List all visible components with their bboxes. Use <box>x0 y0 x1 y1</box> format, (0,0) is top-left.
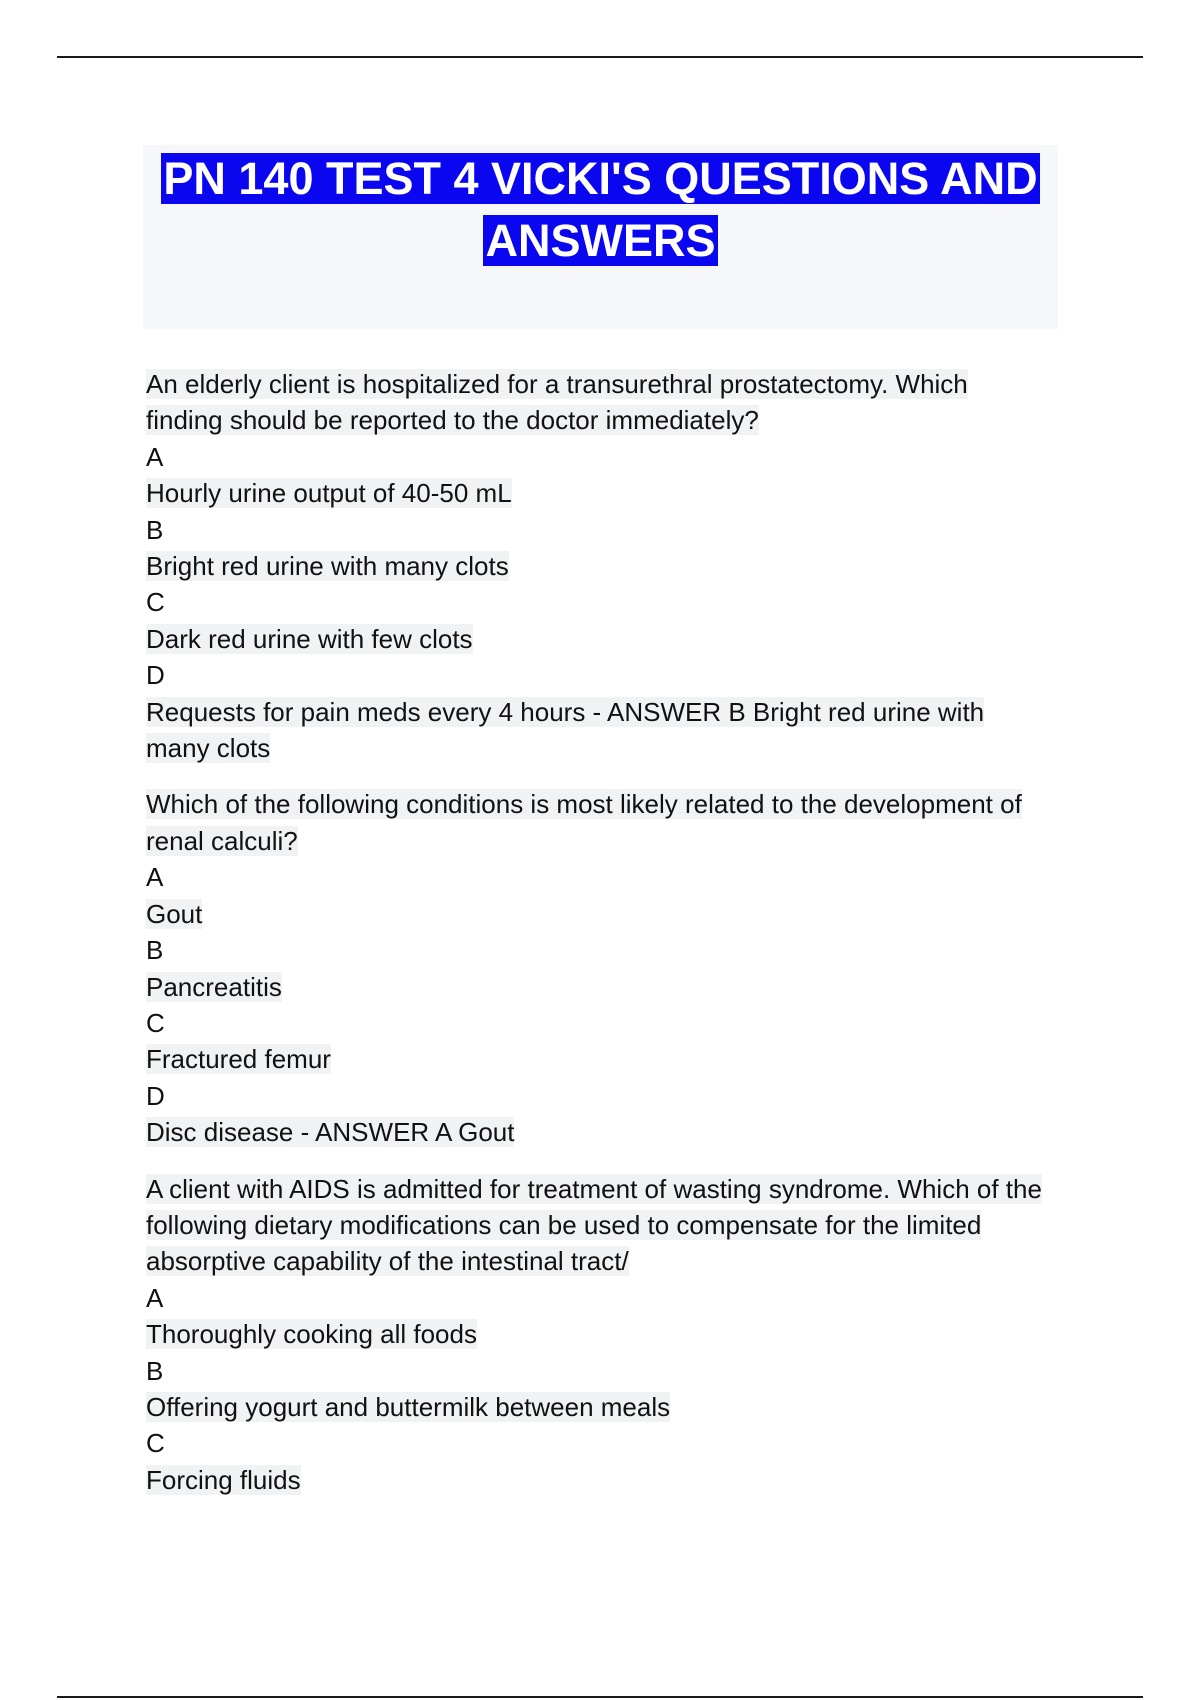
document-title: PN 140 TEST 4 VICKI'S QUESTIONS AND ANSWERS <box>163 153 1038 266</box>
title-banner <box>143 145 1058 329</box>
option-letter: B <box>146 1355 164 1386</box>
option-text: Offering yogurt and buttermilk between meals <box>146 1391 671 1422</box>
option-text-with-answer: Requests for pain meds every 4 hours - ANSWER B Bright red urine with many clots <box>146 696 985 764</box>
option-text: Forcing fluids <box>146 1464 301 1495</box>
option-letter: C <box>146 1007 165 1038</box>
option-letter: A <box>146 441 164 472</box>
option-text: Gout <box>146 898 203 929</box>
question-text: Which of the following conditions is most likely related to the development of renal calculi? <box>146 789 1022 856</box>
option-text: Pancreatitis <box>146 971 282 1002</box>
question-block-3 <box>146 1171 1046 1499</box>
question-block-2 <box>146 786 1046 1150</box>
option-letter: C <box>146 1428 165 1459</box>
question-text: A client with AIDS is admitted for treatment of wasting syndrome. Which of the following dietary modifications can be used to compensate for the limited absorptive capability of the intestinal tract/ <box>146 1173 1042 1277</box>
question-list <box>146 366 1046 1518</box>
option-letter: D <box>146 1080 165 1111</box>
bottom-rule <box>57 1696 1143 1698</box>
option-text: Fractured femur <box>146 1044 331 1075</box>
option-letter: B <box>146 514 164 545</box>
option-text: Thoroughly cooking all foods <box>146 1319 477 1350</box>
top-rule <box>57 56 1143 58</box>
option-text: Dark red urine with few clots <box>146 623 473 654</box>
option-letter: D <box>146 660 165 691</box>
option-letter: A <box>146 862 164 893</box>
option-text: Bright red urine with many clots <box>146 551 509 582</box>
option-letter: A <box>146 1282 164 1313</box>
option-text-with-answer: Disc disease - ANSWER A Gout <box>146 1117 515 1148</box>
option-letter: B <box>146 935 164 966</box>
option-letter: C <box>146 587 165 618</box>
question-block-1 <box>146 366 1046 766</box>
option-text: Hourly urine output of 40-50 mL <box>146 478 512 509</box>
question-text: An elderly client is hospitalized for a transurethral prostatectomy. Which finding should be reported to the doctor immediately? <box>146 369 968 436</box>
